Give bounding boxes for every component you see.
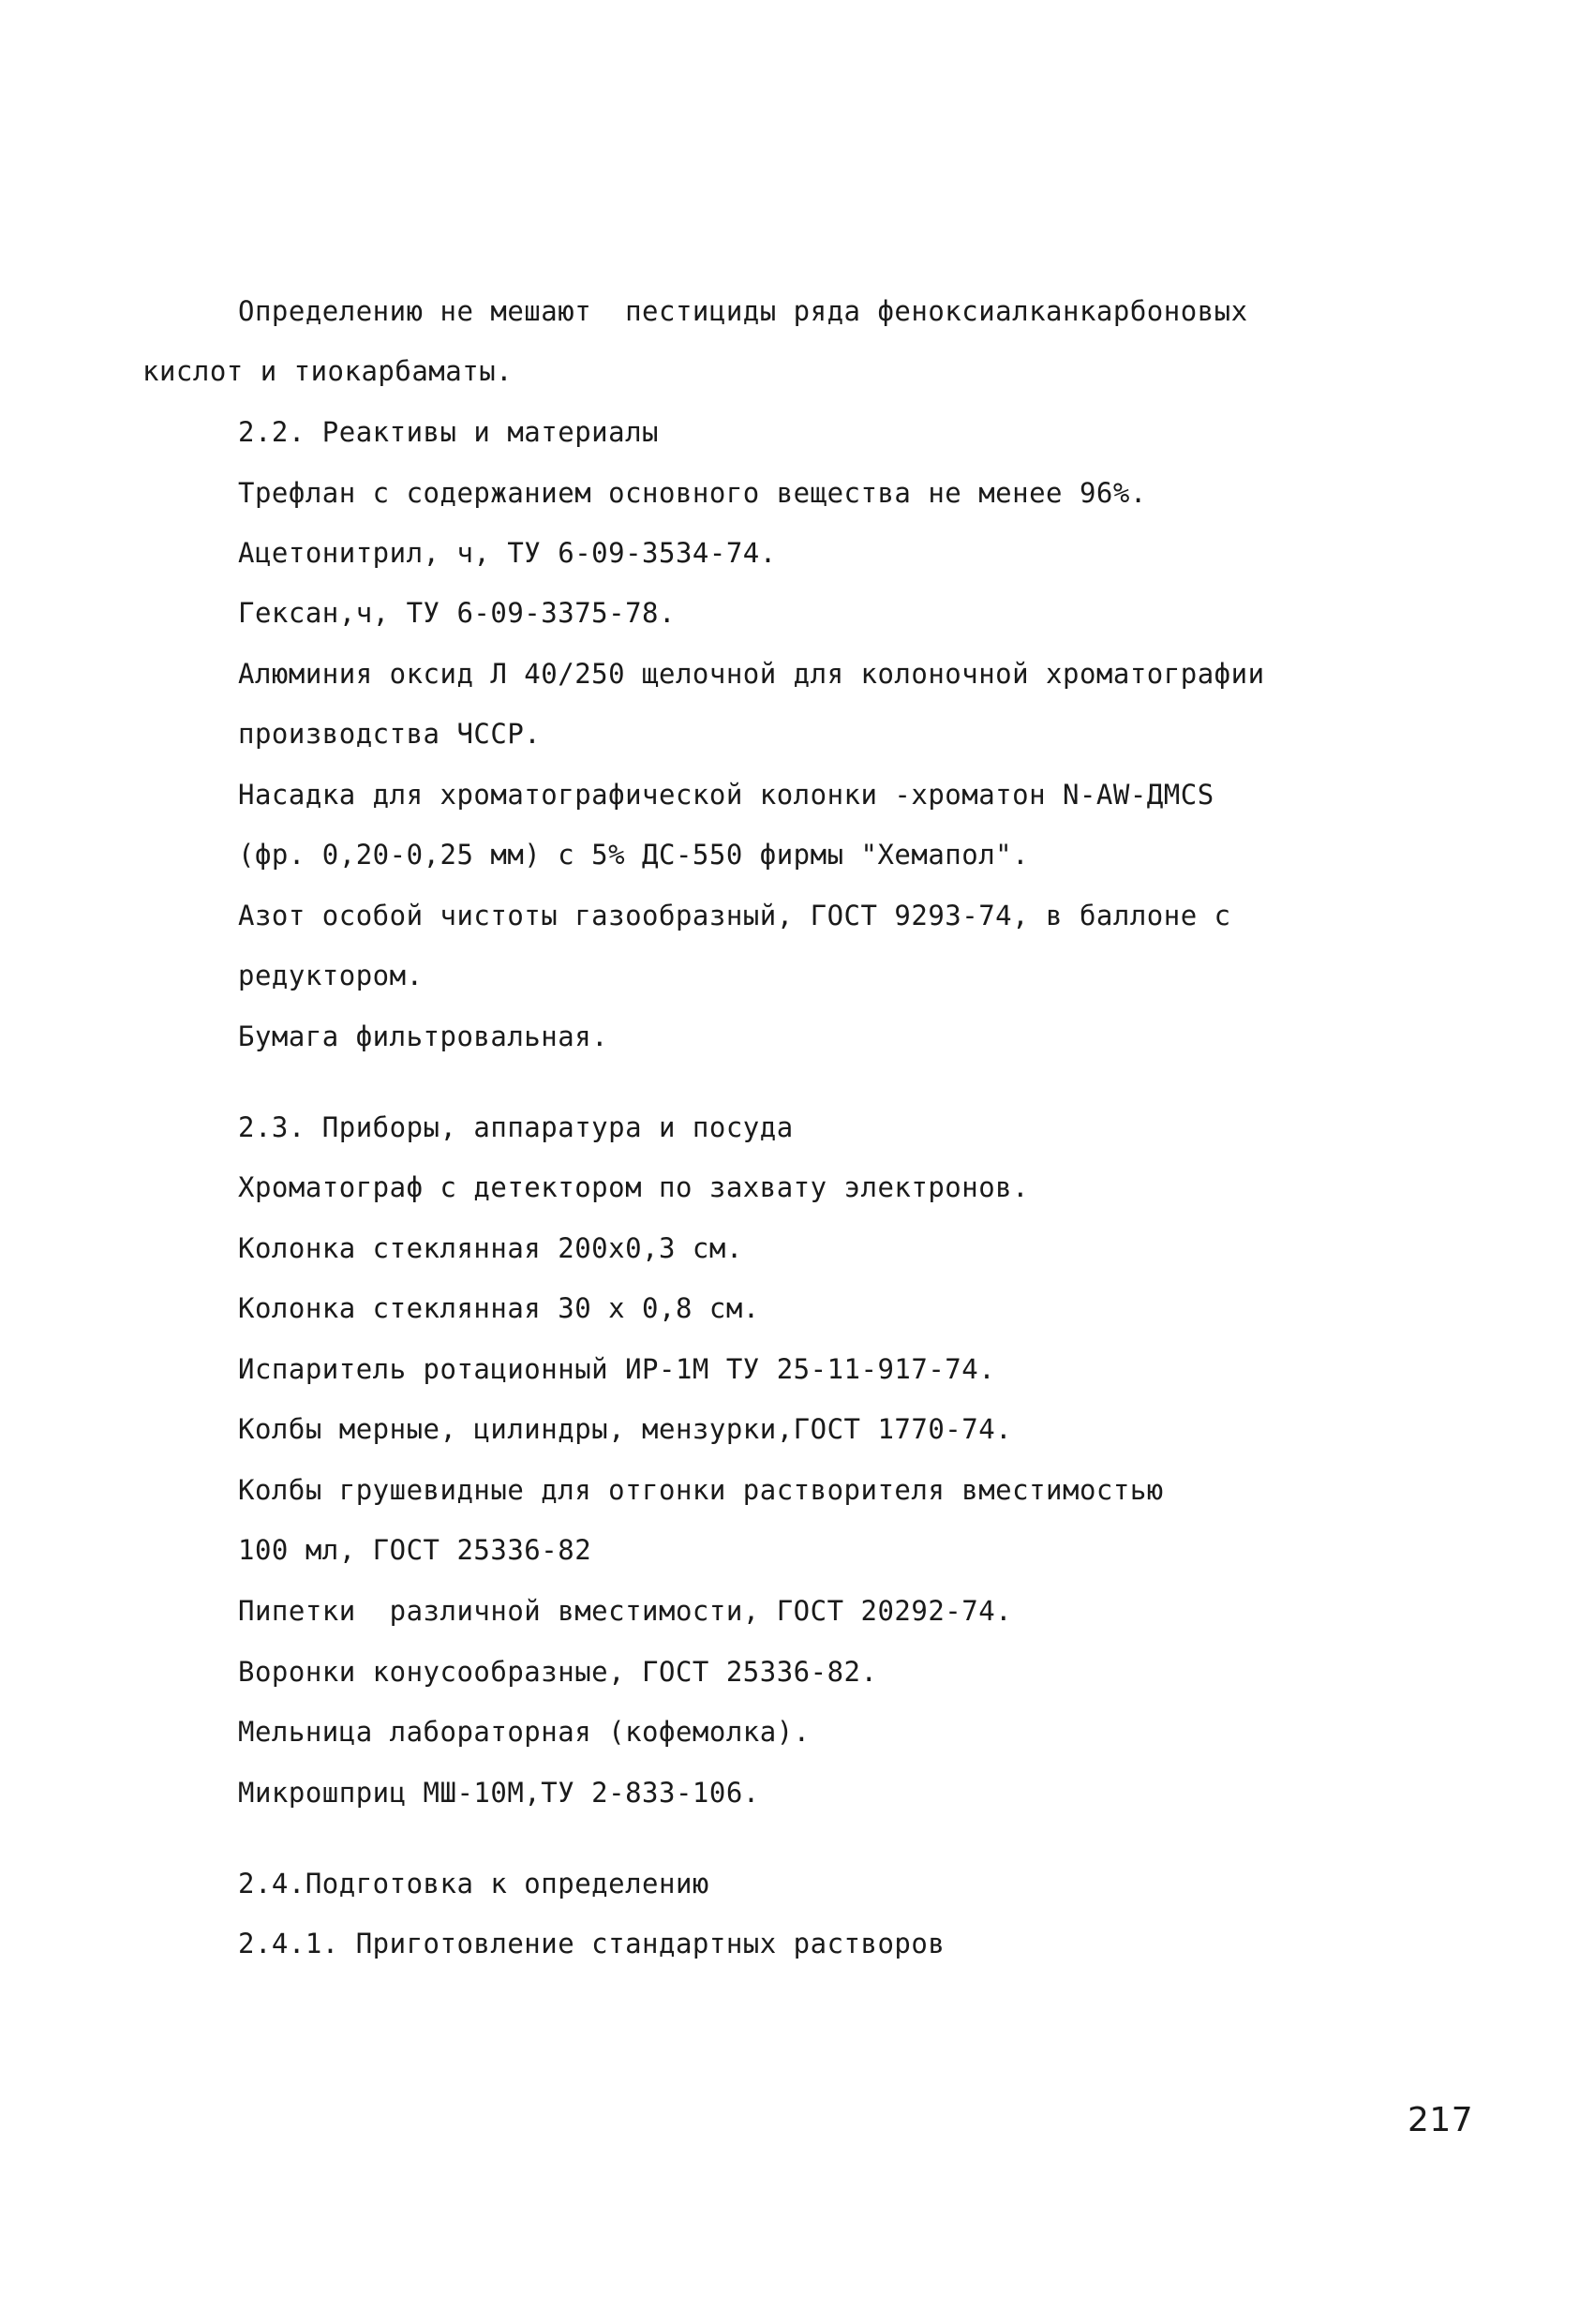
- section-heading: 2.3. Приборы, аппаратура и посуда: [238, 1111, 794, 1143]
- list-item: Микрошприц МШ-10М,ТУ 2-833-106.: [238, 1777, 760, 1809]
- list-item: 100 мл, ГОСТ 25336-82: [238, 1534, 592, 1566]
- list-item: Хроматограф с детектором по захвату электронов.: [238, 1171, 1030, 1203]
- list-item: Ацетонитрил, ч, ТУ 6-09-3534-74.: [238, 537, 777, 569]
- list-item: Воронки конусообразные, ГОСТ 25336-82.: [238, 1656, 878, 1688]
- section-heading: 2.2. Реактивы и материалы: [238, 416, 659, 448]
- list-item: Азот особой чистоты газообразный, ГОСТ 9293-74, в баллоне с: [238, 900, 1231, 931]
- list-item: Алюминия оксид Л 40/250 щелочной для колоночной хроматографии: [238, 658, 1265, 690]
- list-item: Колонка стеклянная 30 х 0,8 см.: [238, 1292, 760, 1324]
- list-item: Пипетки различной вместимости, ГОСТ 20292-74.: [238, 1595, 1013, 1627]
- list-item: Колбы мерные, цилиндры, мензурки,ГОСТ 1770-74.: [238, 1413, 1013, 1445]
- list-item: Мельница лабораторная (кофемолка).: [238, 1716, 811, 1748]
- list-item: Гексан,ч, ТУ 6-09-3375-78.: [238, 597, 676, 629]
- text-line: кислот и тиокарбаматы.: [142, 355, 514, 387]
- list-item: Насадка для хроматографической колонки -хроматон N-AW-ДМCS: [238, 779, 1214, 811]
- list-item: Испаритель ротационный ИР-1М ТУ 25-11-917-74.: [238, 1353, 996, 1385]
- list-item: Трефлан с содержанием основного вещества не менее 96%.: [238, 477, 1147, 509]
- list-item: Колонка стеклянная 200х0,3 см.: [238, 1232, 743, 1264]
- list-item: редуктором.: [238, 960, 424, 991]
- text-line: Определению не мешают пестициды ряда феноксиалканкарбоновых: [238, 295, 1248, 327]
- list-item: Колбы грушевидные для отгонки растворителя вместимостью: [238, 1474, 1164, 1506]
- subsection-heading: 2.4.1. Приготовление стандартных растворов: [238, 1928, 946, 1959]
- list-item: Бумага фильтровальная.: [238, 1020, 609, 1052]
- section-heading: 2.4.Подготовка к определению: [238, 1868, 709, 1899]
- page-number: 217: [1408, 2101, 1474, 2139]
- list-item: производства ЧССР.: [238, 718, 542, 750]
- list-item: (фр. 0,20-0,25 мм) с 5% ДС-550 фирмы "Хемапол".: [238, 839, 1030, 871]
